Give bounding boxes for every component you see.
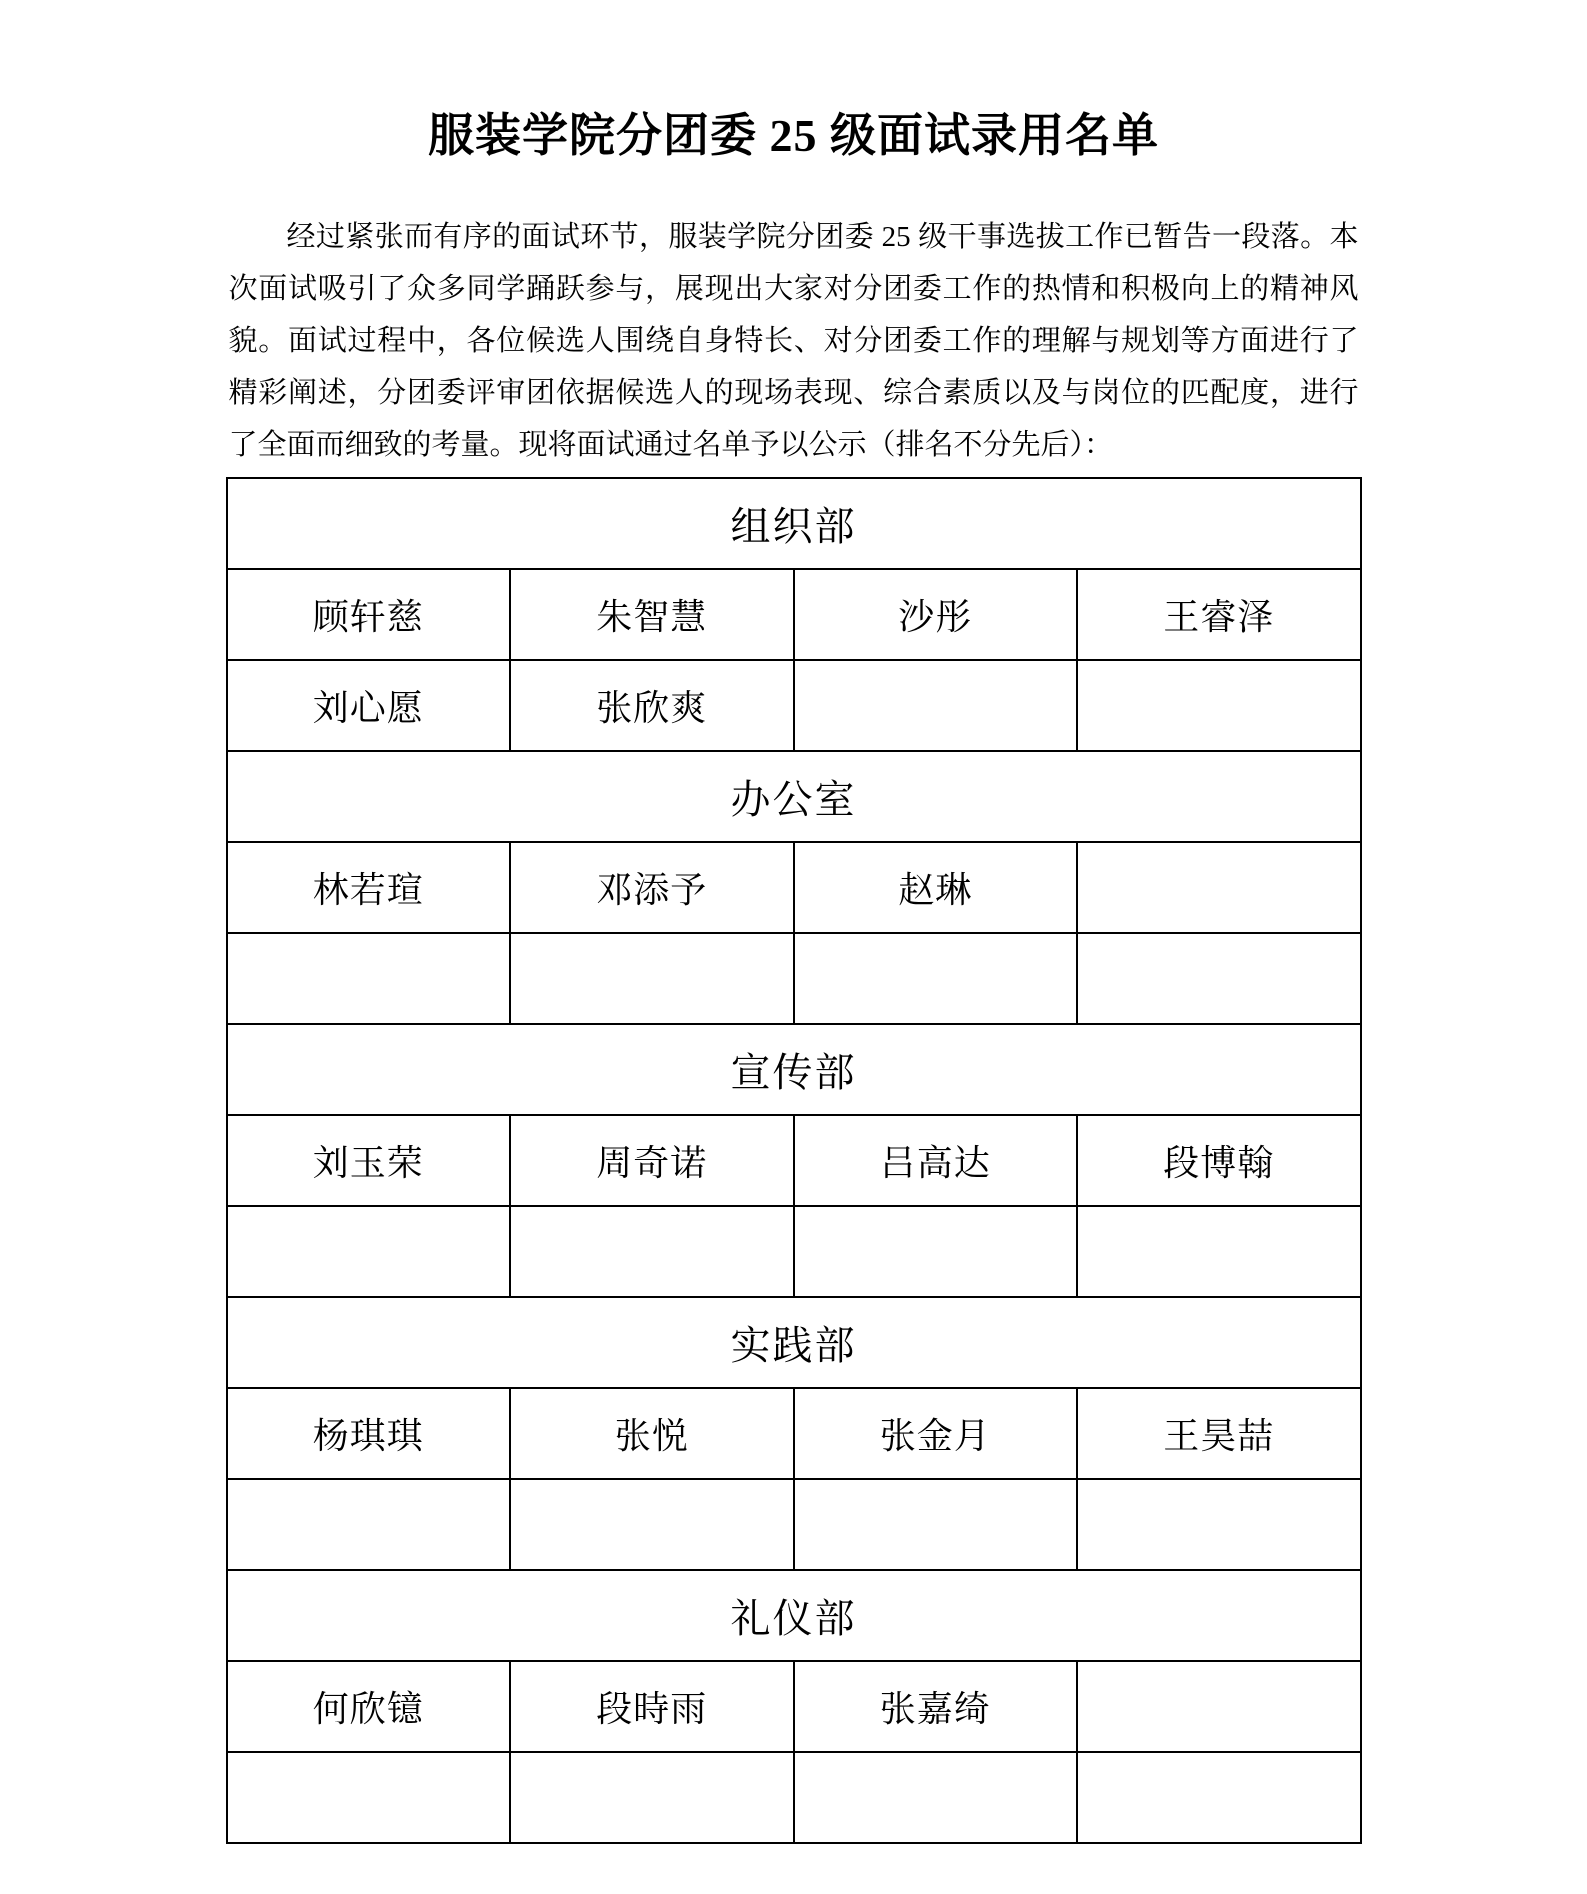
member-row: [227, 1752, 1361, 1843]
empty-cell: [794, 933, 1078, 1024]
empty-cell: [1077, 1206, 1361, 1297]
member-name-cell: 刘心愿: [227, 660, 511, 751]
department-header-row: [227, 1024, 1361, 1115]
member-name-cell: 何欣镱: [227, 1661, 511, 1752]
empty-cell: [227, 1206, 511, 1297]
member-name-cell: 林若瑄: [227, 842, 511, 933]
department-header-cell: 组织部: [227, 478, 1361, 569]
empty-cell: [1077, 933, 1361, 1024]
member-name-cell: 赵琳: [794, 842, 1078, 933]
member-name-cell: 王睿泽: [1077, 569, 1361, 660]
recruitment-roster-table: [226, 477, 1362, 1844]
department-header-cell: 办公室: [227, 751, 1361, 842]
empty-cell: [227, 1752, 511, 1843]
member-row: [227, 569, 1361, 660]
member-row: [227, 1206, 1361, 1297]
member-name-cell: 朱智慧: [510, 569, 794, 660]
member-row: [227, 1388, 1361, 1479]
document-title: 服装学院分团委 25 级面试录用名单: [428, 110, 1159, 161]
member-name-cell: 张悦: [510, 1388, 794, 1479]
member-name-cell: 周奇诺: [510, 1115, 794, 1206]
empty-cell: [794, 1752, 1078, 1843]
member-name-cell: 张金月: [794, 1388, 1078, 1479]
intro-paragraph: 经过紧张而有序的面试环节，服装学院分团委 25 级干事选拔工作已暂告一段落。本次面试吸引了众多同学踊跃参与，展现出大家对分团委工作的热情和积极向上的精神风貌。面试过程中，各位候选人围绕自身特长、对分团委工作的理解与规划等方面进行了精彩阐述，分团委评审团依据候选人的现场表现、综合素质以及与岗位的匹配度，进行了全面而细致的考量。现将面试通过名单予以公示（排名不分先后）：: [228, 221, 1359, 461]
member-name-cell: 邓添予: [510, 842, 794, 933]
member-name-cell: 张嘉绮: [794, 1661, 1078, 1752]
member-row: [227, 1115, 1361, 1206]
department-header-cell: 实践部: [227, 1297, 1361, 1388]
empty-cell: [510, 1752, 794, 1843]
member-name-cell: 段博翰: [1077, 1115, 1361, 1206]
member-name-cell: 杨琪琪: [227, 1388, 511, 1479]
member-name-cell: 段時雨: [510, 1661, 794, 1752]
department-header-row: [227, 1297, 1361, 1388]
empty-cell: [1077, 1479, 1361, 1570]
member-name-cell: 吕高达: [794, 1115, 1078, 1206]
member-name-cell: 沙彤: [794, 569, 1078, 660]
member-name-cell: 顾轩慈: [227, 569, 511, 660]
empty-cell: [794, 1206, 1078, 1297]
member-name-cell: 刘玉荣: [227, 1115, 511, 1206]
department-header-cell: 宣传部: [227, 1024, 1361, 1115]
empty-cell: [510, 1206, 794, 1297]
member-name-cell: 张欣爽: [510, 660, 794, 751]
empty-cell: [227, 1479, 511, 1570]
department-header-row: [227, 751, 1361, 842]
empty-cell: [510, 933, 794, 1024]
member-row: [227, 660, 1361, 751]
empty-cell: [1077, 1752, 1361, 1843]
empty-cell: [794, 660, 1078, 751]
empty-cell: [1077, 1661, 1361, 1752]
member-row: [227, 933, 1361, 1024]
roster-table-body: [227, 478, 1361, 1843]
empty-cell: [510, 1479, 794, 1570]
member-name-cell: 王昊喆: [1077, 1388, 1361, 1479]
department-header-row: [227, 478, 1361, 569]
member-row: [227, 1661, 1361, 1752]
member-row: [227, 1479, 1361, 1570]
department-header-cell: 礼仪部: [227, 1570, 1361, 1661]
empty-cell: [1077, 660, 1361, 751]
department-header-row: [227, 1570, 1361, 1661]
empty-cell: [1077, 842, 1361, 933]
member-row: [227, 842, 1361, 933]
empty-cell: [794, 1479, 1078, 1570]
empty-cell: [227, 933, 511, 1024]
